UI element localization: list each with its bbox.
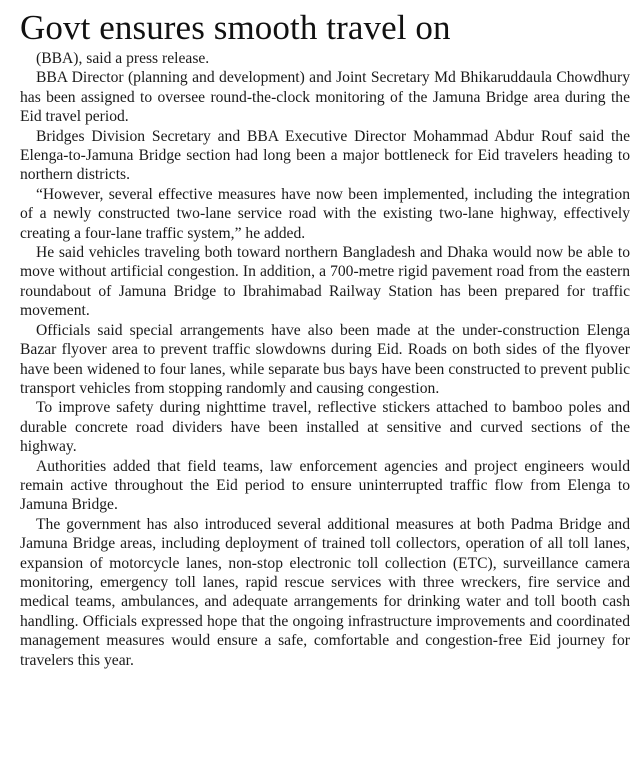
paragraph: BBA Director (planning and development) and Joint Secretary Md Bhikaruddaula Chowdhury has been assigned to oversee round-the-clock monitoring of the Jamuna Bridge area during the Eid travel period. — [20, 69, 630, 126]
paragraph: (BBA), said a press release. — [36, 50, 210, 67]
paragraph: Officials said special arrangements have also been made at the under-construction Elenga Bazar flyover area to prevent traffic slowdowns during Eid. Roads on both sides of the flyover have been widened to four lanes, while separate bus bays have been constructed to prevent public transport vehicles from stopping randomly and causing congestion. — [20, 321, 630, 397]
paragraph: The government has also introduced several additional measures at both Padma Bridge and Jamuna Bridge areas, including deployment of trained toll collectors, operation of all toll lanes, expansion of motorcycle lanes, non-stop electronic toll collection (ETC), surveillance camera monitoring, emergency toll lanes, rapid rescue services with three wreckers, fire service and medical teams, ambulances, and adequate arrangements for drinking water and toll booth cash handling. Officials expressed hope that the ongoing infrastructure improvements and coordinated management measures would ensure a safe, comfortable and congestion-free Eid journey for travelers this year. — [20, 515, 630, 669]
paragraph: To improve safety during nighttime travel, reflective stickers attached to bamboo poles and durable concrete road dividers have been installed at sensitive and curved sections of the highway. — [20, 399, 630, 456]
paragraph: Bridges Division Secretary and BBA Executive Director Mohammad Abdur Rouf said the Elenga-to-Jamuna Bridge section had long been a major bottleneck for Eid travelers heading to northern districts. — [20, 127, 630, 184]
paragraph: “However, several effective measures have now been implemented, including the integration of a newly constructed two-lane service road with the existing two-lane highway, effectively creating a four-lane traffic system,” he added. — [20, 185, 630, 242]
paragraph: He said vehicles traveling both toward northern Bangladesh and Dhaka would now be able to move without artificial congestion. In addition, a 700-metre rigid pavement road from the eastern roundabout of Jamuna Bridge to Ibrahimabad Railway Station has been prepared for traffic movement. — [20, 244, 630, 320]
headline: Govt ensures smooth travel on — [20, 8, 451, 47]
article-body — [20, 49, 630, 670]
paragraph: Authorities added that field teams, law enforcement agencies and project engineers would remain active throughout the Eid period to ensure uninterrupted traffic flow from Elenga to Jamuna Bridge. — [20, 457, 630, 514]
